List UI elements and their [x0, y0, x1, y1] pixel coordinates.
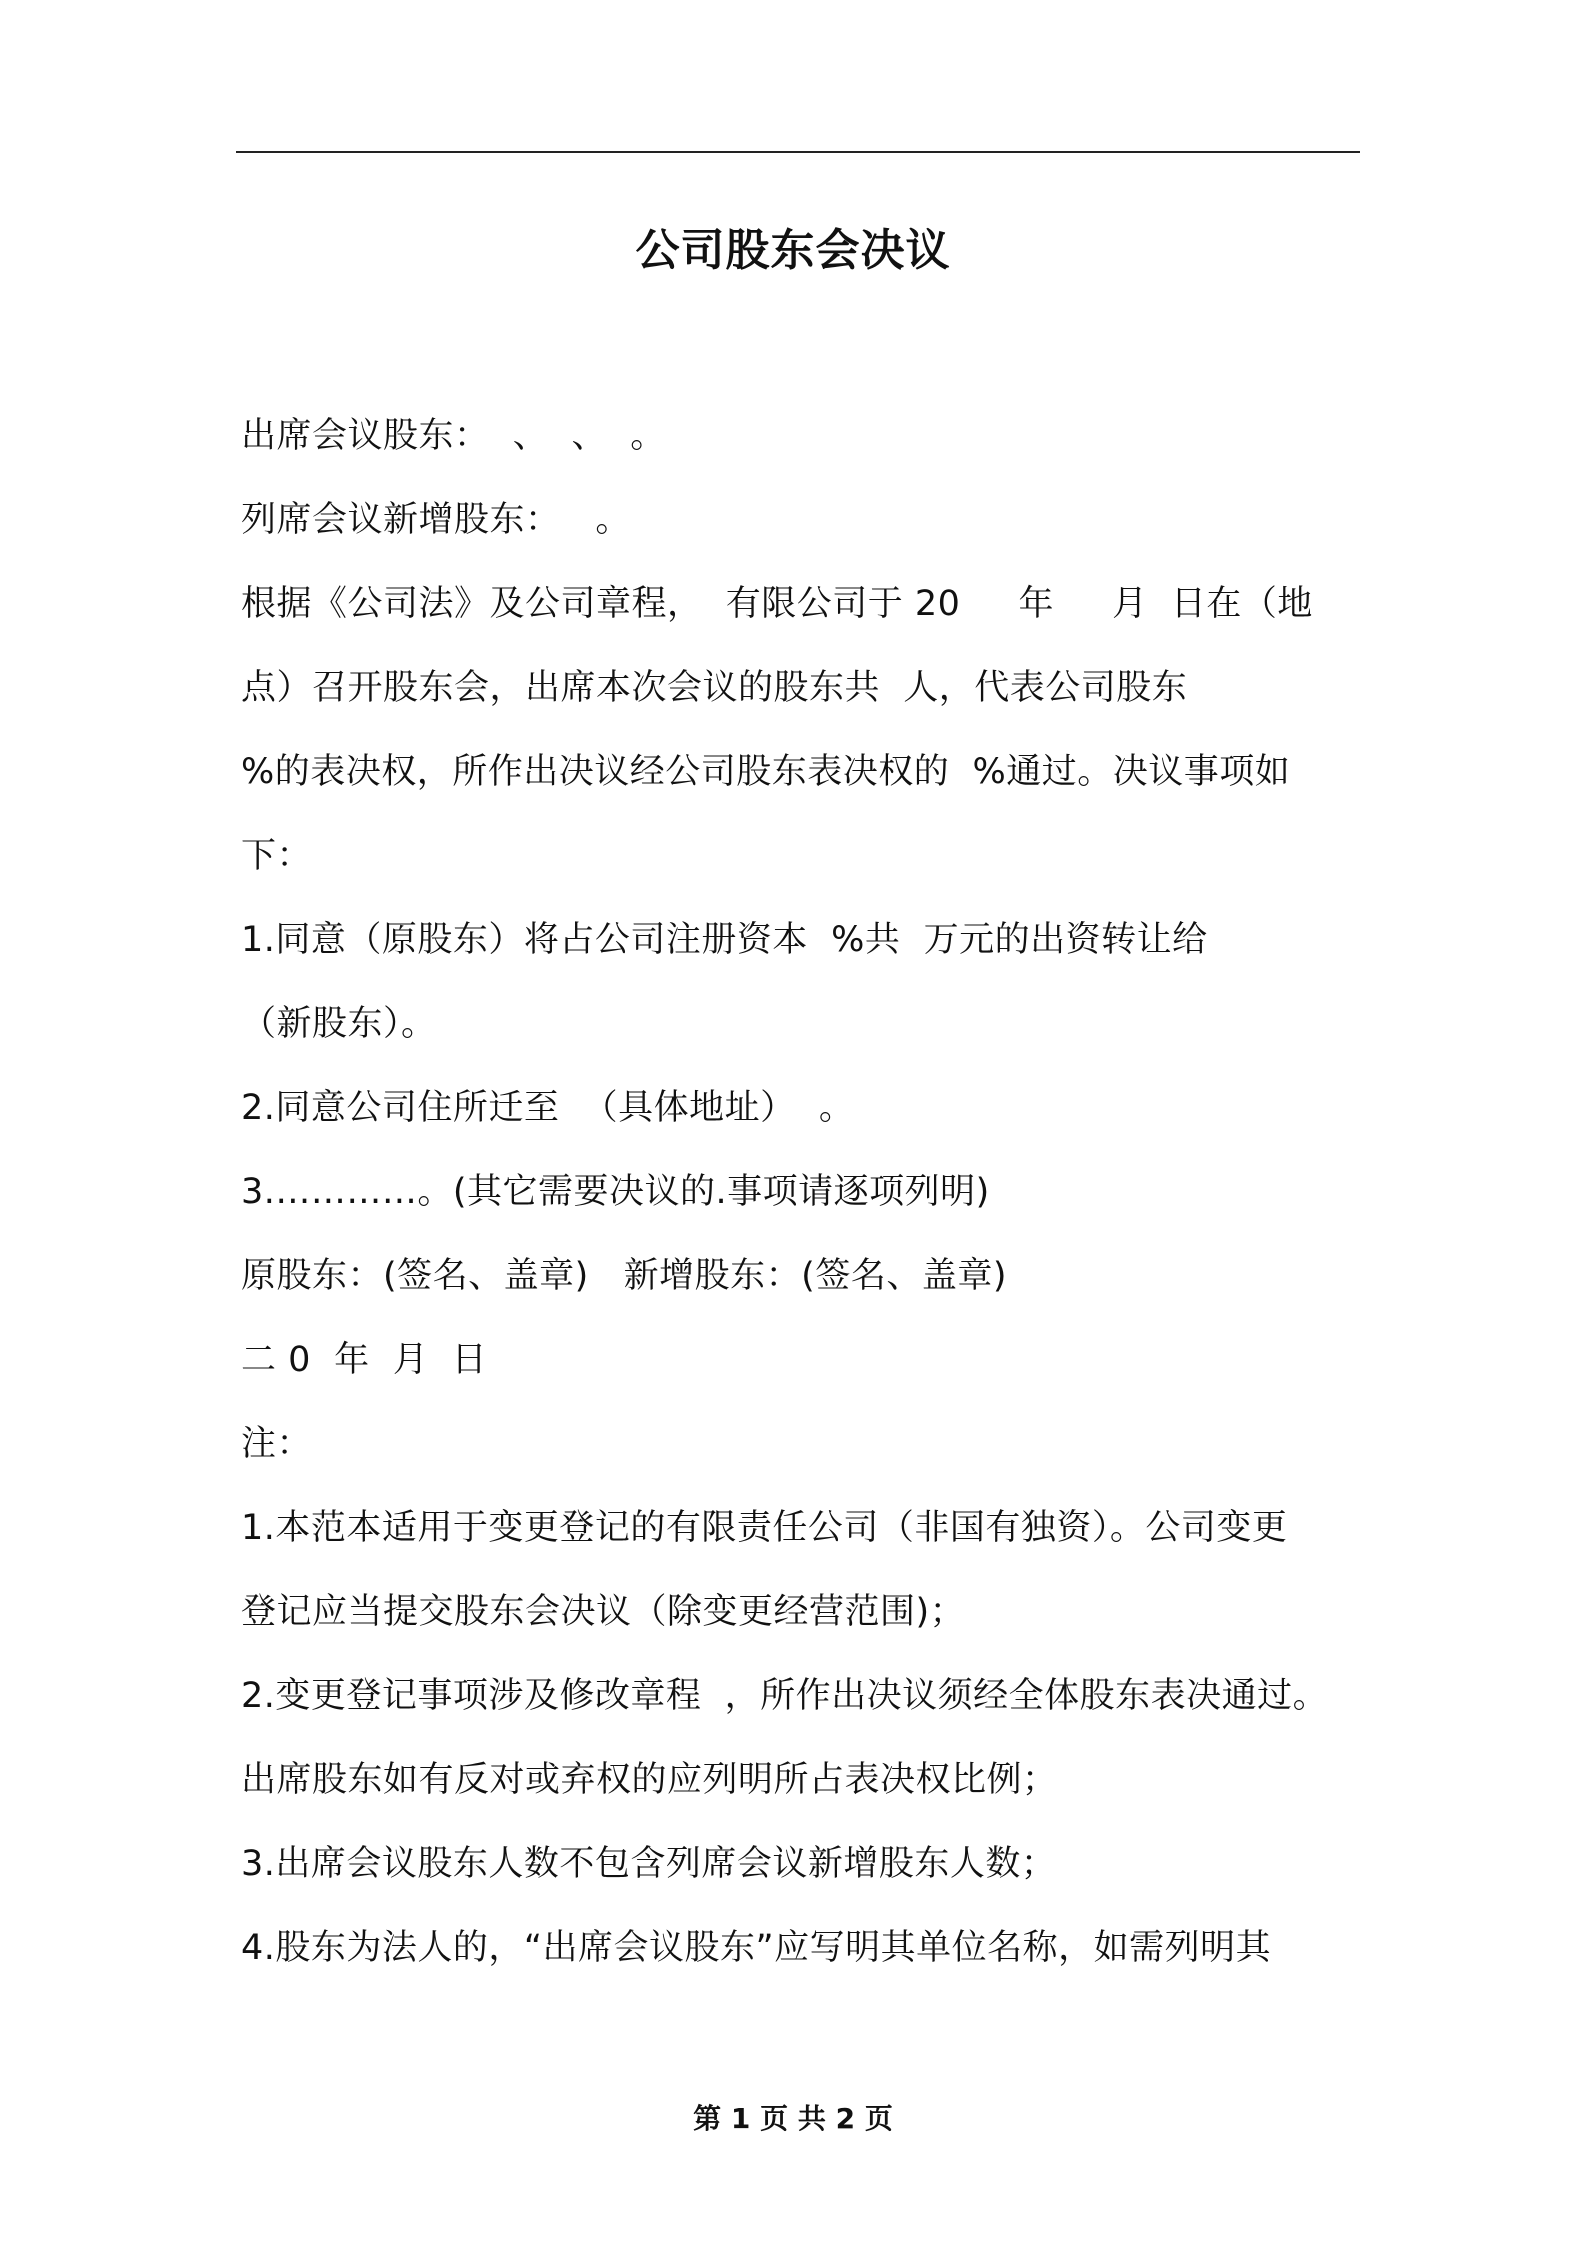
resolution-item-2: 2.同意公司住所迁至 （具体地址） 。	[241, 1088, 855, 1128]
body-paragraph-line: 根据《公司法》及公司章程， 有限公司于 20 年 月 日在（地	[241, 584, 1313, 624]
resolution-item-1-cont: （新股东）。	[241, 1004, 437, 1044]
note-item-2: 2.变更登记事项涉及修改章程 ，所作出决议须经全体股东表决通过。	[241, 1676, 1329, 1716]
notes-heading: 注：	[241, 1424, 313, 1464]
resolution-item-3: 3.…………。(其它需要决议的.事项请逐项列明)	[241, 1172, 990, 1212]
body-paragraph-line: %的表决权，所作出决议经公司股东表决权的 %通过。决议事项如	[241, 752, 1291, 792]
note-item-1-cont: 登记应当提交股东会决议（除变更经营范围)；	[241, 1592, 966, 1632]
page-number-footer: 第 1 页 共 2 页	[693, 2102, 893, 2135]
body-paragraph-line: 下：	[241, 836, 313, 876]
resolution-item-1: 1.同意（原股东）将占公司注册资本 %共 万元的出资转让给	[241, 920, 1208, 960]
date-line: 二 0 年 月 日	[241, 1340, 488, 1380]
note-item-2-cont: 出席股东如有反对或弃权的应列明所占表决权比例；	[241, 1760, 1058, 1800]
note-item-1: 1.本范本适用于变更登记的有限责任公司（非国有独资）。公司变更	[241, 1508, 1288, 1548]
attending-shareholders-line: 出席会议股东： 、 、 。	[241, 416, 666, 456]
new-shareholders-line: 列席会议新增股东： 。	[241, 500, 631, 540]
header-rule	[236, 151, 1360, 153]
body-paragraph-line: 点）召开股东会，出席本次会议的股东共 人，代表公司股东	[241, 668, 1188, 708]
note-item-4: 4.股东为法人的，“出席会议股东”应写明其单位名称，如需列明其	[241, 1928, 1272, 1968]
signature-line: 原股东：(签名、盖章) 新增股东：(签名、盖章)	[241, 1256, 1007, 1296]
document-title: 公司股东会决议	[635, 225, 951, 276]
note-item-3: 3.出席会议股东人数不包含列席会议新增股东人数；	[241, 1844, 1057, 1884]
